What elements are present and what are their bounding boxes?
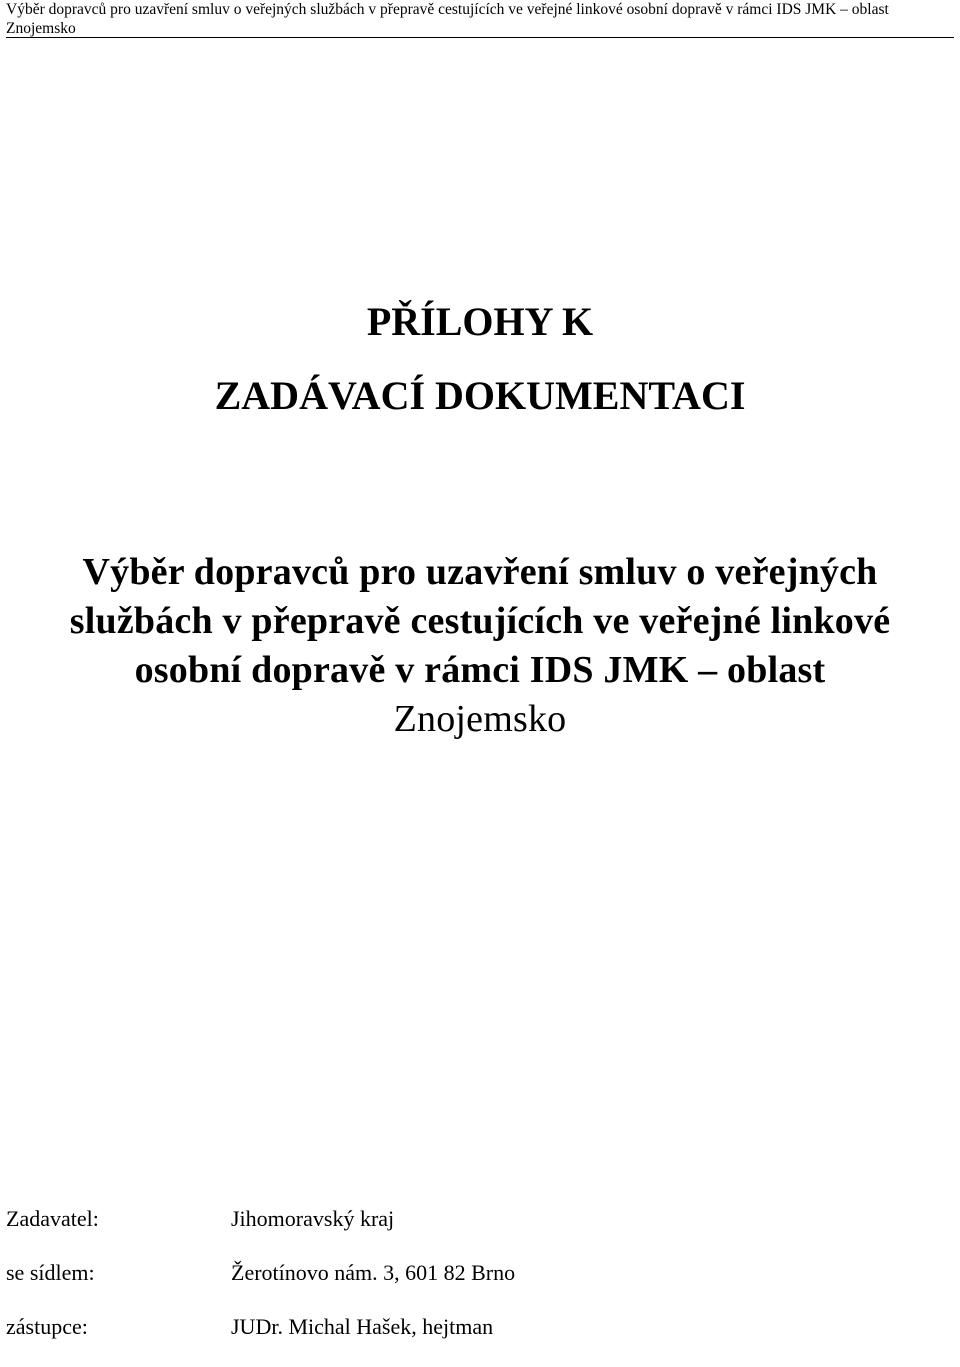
tender-subject — [0, 548, 960, 744]
contracting-authority-info — [6, 1205, 515, 1367]
tender-subject-line-1: Výběr dopravců pro uzavření smluv o veřejných — [82, 551, 878, 593]
tender-subject-line-4: Znojemsko — [393, 698, 567, 740]
running-header-text: Výběr dopravců pro uzavření smluv o veřejných službách v přepravě cestujících ve veřejné linkové osobní dopravě v rámci IDS JMK – oblast Znojemsko — [6, 1, 889, 37]
running-header — [6, 0, 954, 38]
info-row-contracting-authority — [6, 1205, 515, 1259]
info-value: Jihomoravský kraj — [231, 1206, 395, 1231]
tender-subject-line-3: osobní dopravě v rámci IDS JMK – oblast — [134, 649, 826, 691]
tender-subject-line-2: službách v přepravě cestujících ve veřejné linkové — [69, 600, 891, 642]
info-label: se sídlem: — [6, 1260, 95, 1285]
document-title-line-1: PŘÍLOHY K — [366, 299, 594, 344]
info-label: zástupce: — [6, 1314, 88, 1339]
info-value: JUDr. Michal Hašek, hejtman — [231, 1314, 494, 1339]
info-row-representative — [6, 1313, 515, 1367]
info-value: Žerotínovo nám. 3, 601 82 Brno — [231, 1260, 516, 1285]
document-title-line-2: ZADÁVACÍ DOKUMENTACI — [214, 373, 746, 418]
info-label: Zadavatel: — [6, 1206, 99, 1231]
info-row-registered-office — [6, 1259, 515, 1313]
